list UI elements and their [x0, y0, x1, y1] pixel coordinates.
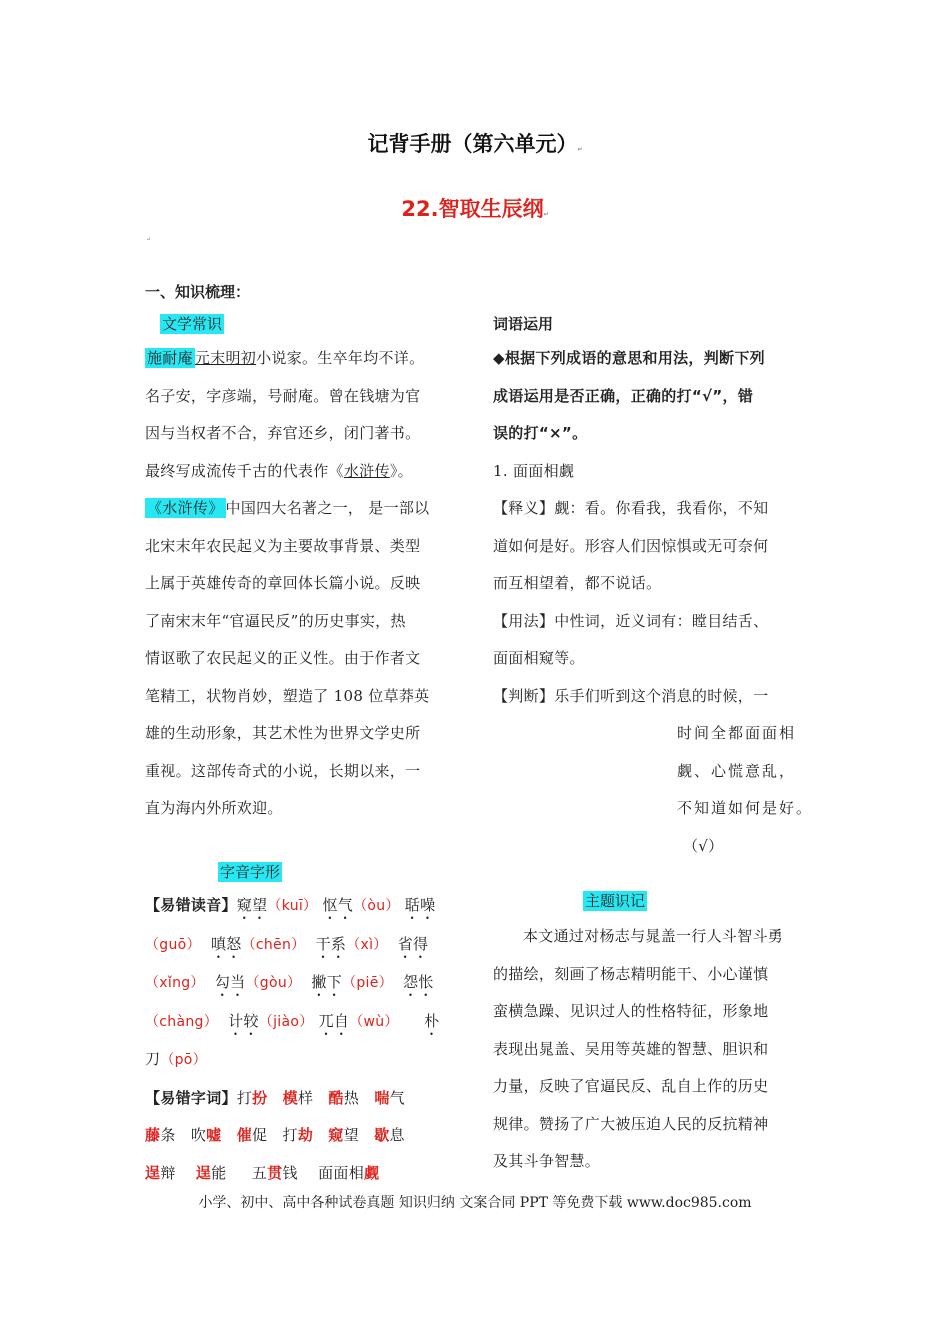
- lesson-title: 22.智取生辰纲↵: [401, 197, 549, 221]
- judge-answer: （√）: [683, 836, 724, 855]
- theme-line-2: 的描绘，刻画了杨志精明能干、小心谨慎: [493, 964, 769, 983]
- lit-line-9: 情讴歌了农民起义的正义性。由于作者文: [145, 649, 421, 667]
- chars-line-3: 逞辩 逞能 五贯钱 面面相觑: [145, 1163, 380, 1182]
- judge-line-3: 觑、心慌意乱，: [677, 761, 797, 780]
- pron-label: 字音字形: [220, 863, 281, 881]
- idiom-item: 1. 面面相觑: [493, 461, 575, 480]
- pron-line-4: （chàng） 计较（jiào） 兀自（wù） 朴: [145, 1011, 440, 1030]
- book-highlight: 《水浒传》: [147, 499, 224, 517]
- judge-line-1: 【判断】乐手们听到这个消息的时候，一: [493, 686, 769, 705]
- theme-line-5: 力量，反映了官逼民反、乱自上作的历史: [493, 1077, 769, 1095]
- usage-line-2: 面面相窥等。: [493, 649, 585, 667]
- theme-line-6: 规律。赞扬了广大被压迫人民的反抗精神: [493, 1114, 769, 1133]
- lit-line-1: 施耐庵 元末明初小说家。生卒年均不详。: [147, 349, 425, 367]
- pron-paragraph: [145, 887, 465, 1192]
- chars-line-2: 藤条 吹嘘 催促 打劫 窥望 歇息: [145, 1126, 405, 1144]
- pron-line-2: （guō） 嗔怒（chēn） 干系（xì） 省得: [145, 934, 429, 953]
- theme-line-4: 表现出晁盖、吴用等英雄的智慧、胆识和: [493, 1039, 769, 1058]
- theme-line-7: 及其斗争智慧。: [493, 1152, 601, 1170]
- instruction-line-2: 成语运用是否正确，正确的打“√”，错: [493, 386, 754, 405]
- page-title: 记背手册（第六单元）↵: [367, 132, 583, 156]
- instruction-line-1: ◆根据下列成语的意思和用法，判断下列: [493, 349, 765, 367]
- pron-line-1: 【易错读音】窥望（kuī） 怄气（òu） 聒噪: [145, 896, 436, 914]
- definition-line-2: 道如何是好。形容人们因惊惧或无可奈何: [493, 536, 769, 555]
- lit-line-3: 因与当权者不合，弃官还乡，闭门著书。: [145, 424, 421, 442]
- usage-line-1: 【用法】中性词，近义词有：瞠目结舌、: [493, 611, 769, 630]
- chars-line-1: 【易错字词】打扮 模样 酷热 喘气: [145, 1088, 405, 1107]
- lit-line-5: 《水浒传》 中国四大名著之一， 是一部以: [147, 499, 430, 517]
- lit-line-8: 了南宋末年“官逼民反”的历史事实，热: [145, 611, 406, 630]
- lit-paragraph: [145, 340, 465, 828]
- usage-block: [493, 340, 823, 865]
- lit-line-4: 最终写成流传千古的代表作《水浒传》。: [145, 461, 413, 480]
- instruction-line-3: 误的打“×”。: [493, 424, 588, 442]
- lit-line-13: 直为海内外所欢迎。: [145, 799, 283, 817]
- author-name: 施耐庵: [147, 349, 193, 367]
- lit-label: 文学常识: [162, 315, 223, 333]
- era: 元末明初: [194, 349, 257, 367]
- pron-line-5: 刀（pō）: [145, 1050, 207, 1068]
- usage-heading: 词语运用: [493, 315, 554, 333]
- theme-paragraph: [493, 918, 823, 1181]
- lit-line-7: 上属于英雄传奇的章回体长篇小说。反映: [145, 574, 421, 592]
- pron-line-3: （xǐng） 勾当（gòu） 撇下（piē） 怨怅: [145, 973, 434, 991]
- theme-line-1: 本文通过对杨志与晁盖一行人斗智斗勇: [523, 927, 784, 945]
- lit-line-6: 北宋末年农民起义为主要故事背景、类型: [145, 536, 421, 555]
- theme-label: 主题识记: [585, 892, 646, 910]
- lit-line-10: 笔精工，状物肖妙，塑造了 108 位草莽英: [145, 686, 430, 705]
- lit-line-12: 重视。这部传奇式的小说，长期以来，一: [145, 761, 421, 780]
- definition-line-3: 而互相望着，都不说话。: [493, 574, 662, 592]
- definition-line-1: 【释义】觑：看。你看我，我看你，不知: [493, 499, 769, 517]
- judge-line-2: 时间全都面面相: [677, 724, 797, 742]
- theme-line-3: 蛮横急躁、见识过人的性格特征，形象地: [493, 1002, 769, 1020]
- lit-line-11: 雄的生动形象，其艺术性为世界文学史所: [145, 724, 421, 742]
- footer-text: 小学、初中、高中各种试卷真题 知识归纳 文案合同 PPT 等免费下载 www.doc985.com: [198, 1195, 752, 1211]
- paragraph-mark: ↵: [146, 236, 152, 243]
- section-heading: 一、知识梳理：: [145, 283, 251, 301]
- lit-line-2: 名子安，字彦端，号耐庵。曾在钱塘为官: [145, 386, 421, 405]
- judge-line-4: 不知道如何是好。: [677, 799, 814, 817]
